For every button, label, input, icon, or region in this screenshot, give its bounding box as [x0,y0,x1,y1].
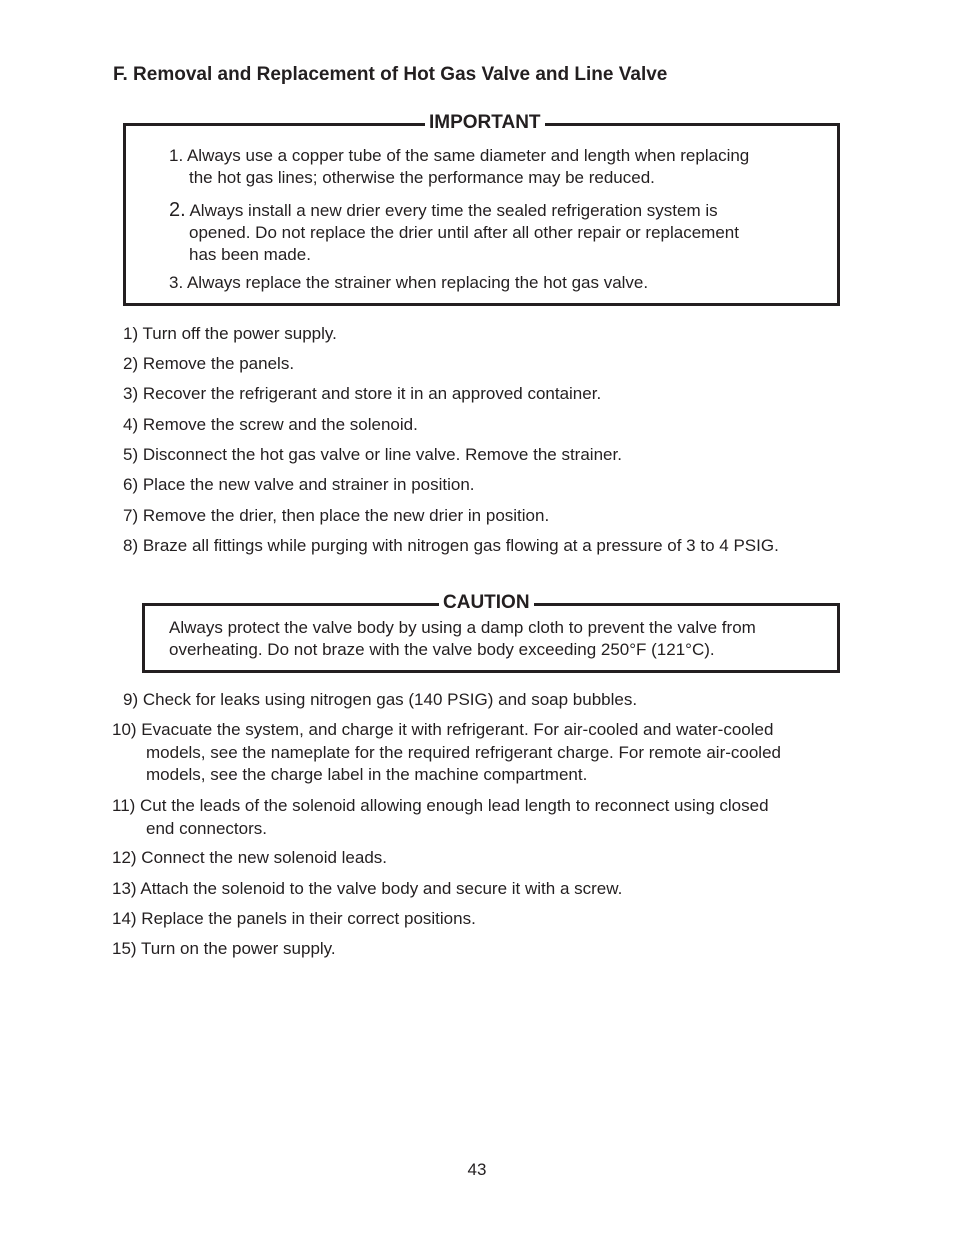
step-3: 3) Recover the refrigerant and store it in an approved container. [123,384,602,403]
step-5: 5) Disconnect the hot gas valve or line valve. Remove the strainer. [123,445,622,464]
caution-title: CAUTION [439,592,534,614]
important-item-1: 1. Always use a copper tube of the same diameter and length when replacing the hot gas lines; otherwise the performance may be reduced. [169,146,750,187]
important-item-3: 3. Always replace the strainer when replacing the hot gas valve. [169,273,649,292]
caution-text: Always protect the valve body by using a damp cloth to prevent the valve from overheating. Do not braze with the valve body exceeding 250°F (121°C). [169,618,756,659]
step-4: 4) Remove the screw and the solenoid. [123,415,418,434]
step-6: 6) Place the new valve and strainer in position. [123,475,475,494]
step-2: 2) Remove the panels. [123,354,295,373]
page-number: 43 [467,1160,487,1179]
important-title: IMPORTANT [425,112,545,134]
caution-notice-box [142,592,840,673]
step-9: 9) Check for leaks using nitrogen gas (140 PSIG) and soap bubbles. [123,690,638,709]
step-14: 14) Replace the panels in their correct positions. [112,909,476,928]
section-heading: F. Removal and Replacement of Hot Gas Valve and Line Valve [113,64,668,85]
step-15: 15) Turn on the power supply. [112,939,336,958]
step-8: 8) Braze all fittings while purging with nitrogen gas flowing at a pressure of 3 to 4 PSIG. [123,536,779,555]
step-1: 1) Turn off the power supply. [123,324,337,343]
important-item-2: 2. Always install a new drier every time the sealed refrigeration system is opened. Do not replace the drier until after all other repair or replacement has been made. [169,199,739,264]
step-7: 7) Remove the drier, then place the new drier in position. [123,506,550,525]
important-notice-box [123,112,840,306]
step-11: 11) Cut the leads of the solenoid allowing enough lead length to reconnect using closed end connectors. [112,796,769,838]
step-12: 12) Connect the new solenoid leads. [112,848,388,867]
step-10: 10) Evacuate the system, and charge it with refrigerant. For air-cooled and water-cooled models, see the nameplate for the required refrigerant charge. For remote air-cooled models, see the charge label in the machine compartment. [112,720,781,784]
step-13: 13) Attach the solenoid to the valve body and secure it with a screw. [112,879,623,898]
